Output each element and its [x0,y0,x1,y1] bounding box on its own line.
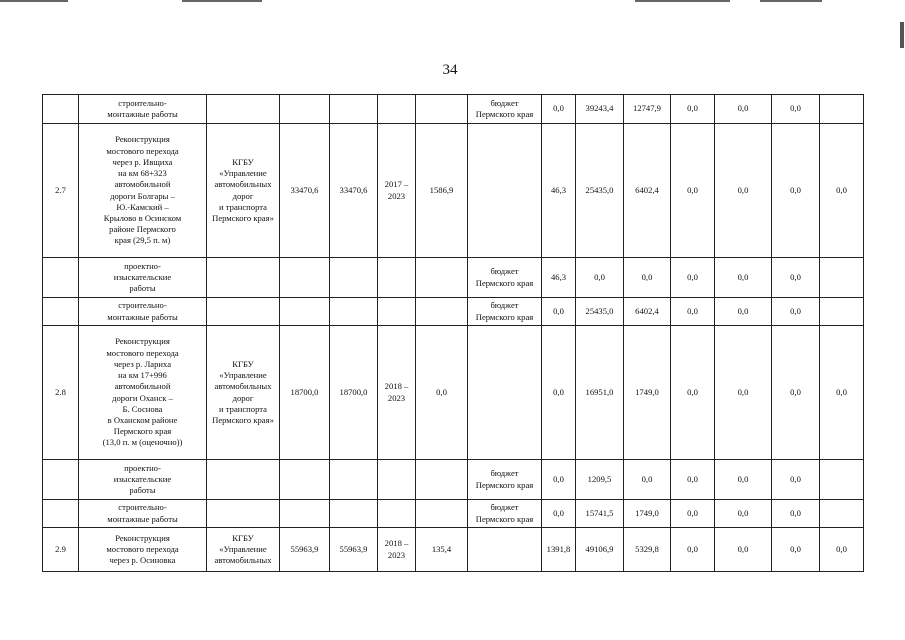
cell-value-4: 0,0 [671,124,715,258]
cell-value-6: 0,0 [772,500,820,528]
cell-value-1: 0,0 [542,460,576,500]
cell-value-5: 0,0 [715,95,772,124]
cell-value-1: 0,0 [542,298,576,326]
cell-value-5: 0,0 [715,124,772,258]
table-row-object [43,326,864,460]
cell-customer: КГБУ «Управление автомобильных дорог и транспорта Пермского края» [207,124,280,258]
cell-customer [207,298,280,326]
cell-number: 2.9 [43,528,79,572]
cell-name: строительно- монтажные работы [79,500,207,528]
cell-value-7 [820,500,864,528]
cell-value-6: 0,0 [772,460,820,500]
cell-total-cost [280,95,330,124]
cell-funding-source: бюджет Пермского края [468,258,542,298]
cell-value-7: 0,0 [820,326,864,460]
cell-total-cost: 55963,9 [280,528,330,572]
cell-value-1: 46,3 [542,124,576,258]
cell-value-3: 6402,4 [624,124,671,258]
table-row-subitem [43,298,864,326]
cell-value-1: 0,0 [542,95,576,124]
cell-value-1: 0,0 [542,500,576,528]
cell-value-4: 0,0 [671,95,715,124]
table-row-object [43,528,864,572]
cell-cost: 33470,6 [330,124,378,258]
table-row-subitem [43,258,864,298]
cell-value-4: 0,0 [671,500,715,528]
cell-total-cost: 33470,6 [280,124,330,258]
table-row-subitem [43,460,864,500]
cell-funding-source [468,528,542,572]
cell-value-5: 0,0 [715,528,772,572]
cell-value-5: 0,0 [715,460,772,500]
cell-value-3: 5329,8 [624,528,671,572]
cell-value-7: 0,0 [820,528,864,572]
cell-value-2: 0,0 [576,258,624,298]
cell-cost: 55963,9 [330,528,378,572]
table-row-object [43,124,864,258]
cell-value-4: 0,0 [671,298,715,326]
cell-value-6: 0,0 [772,258,820,298]
cell-customer: КГБУ «Управление автомобильных [207,528,280,572]
cell-customer [207,258,280,298]
cell-cost [330,460,378,500]
cell-capacity [416,95,468,124]
cell-value-4: 0,0 [671,460,715,500]
cell-value-6: 0,0 [772,95,820,124]
cell-value-2: 25435,0 [576,298,624,326]
cell-value-4: 0,0 [671,528,715,572]
cell-cost [330,95,378,124]
cell-capacity: 1586,9 [416,124,468,258]
cell-value-1: 1391,8 [542,528,576,572]
scan-artifact-line [182,0,262,2]
cell-value-2: 39243,4 [576,95,624,124]
budget-table [42,94,864,572]
cell-value-7 [820,460,864,500]
cell-period: 2018 – 2023 [378,326,416,460]
cell-customer: КГБУ «Управление автомобильных дорог и транспорта Пермского края» [207,326,280,460]
cell-customer [207,95,280,124]
cell-capacity: 135,4 [416,528,468,572]
cell-value-4: 0,0 [671,258,715,298]
cell-value-1: 0,0 [542,326,576,460]
cell-value-6: 0,0 [772,528,820,572]
cell-capacity [416,460,468,500]
cell-cost [330,298,378,326]
cell-value-2: 25435,0 [576,124,624,258]
cell-total-cost [280,298,330,326]
cell-value-5: 0,0 [715,258,772,298]
cell-value-7 [820,95,864,124]
cell-value-2: 16951,0 [576,326,624,460]
cell-funding-source [468,124,542,258]
cell-total-cost [280,258,330,298]
cell-period: 2018 – 2023 [378,528,416,572]
cell-number [43,460,79,500]
cell-period: 2017 – 2023 [378,124,416,258]
cell-capacity [416,500,468,528]
table-row-subitem [43,500,864,528]
cell-value-6: 0,0 [772,298,820,326]
cell-funding-source: бюджет Пермского края [468,298,542,326]
cell-value-5: 0,0 [715,298,772,326]
cell-value-6: 0,0 [772,326,820,460]
cell-value-7 [820,298,864,326]
cell-value-3: 1749,0 [624,500,671,528]
cell-period [378,500,416,528]
cell-name: проектно- изыскательские работы [79,258,207,298]
cell-total-cost [280,500,330,528]
cell-name: проектно- изыскательские работы [79,460,207,500]
cell-value-5: 0,0 [715,500,772,528]
cell-name: Реконструкция мостового перехода через р. Осиновка [79,528,207,572]
cell-cost: 18700,0 [330,326,378,460]
cell-value-3: 6402,4 [624,298,671,326]
cell-funding-source: бюджет Пермского края [468,500,542,528]
cell-value-2: 1209,5 [576,460,624,500]
table-body [43,95,864,572]
cell-value-7 [820,258,864,298]
cell-value-6: 0,0 [772,124,820,258]
cell-name: строительно- монтажные работы [79,298,207,326]
cell-funding-source: бюджет Пермского края [468,460,542,500]
cell-value-4: 0,0 [671,326,715,460]
cell-number: 2.8 [43,326,79,460]
cell-customer [207,460,280,500]
cell-value-3: 0,0 [624,460,671,500]
cell-total-cost [280,460,330,500]
cell-name: Реконструкция мостового перехода через р. Ивщиха на км 68+323 автомобильной дороги Болгары – Ю.-Камский – Крылово в Осинском районе Пермского края (29,5 п. м) [79,124,207,258]
cell-capacity: 0,0 [416,326,468,460]
cell-number: 2.7 [43,124,79,258]
cell-period [378,258,416,298]
cell-funding-source: бюджет Пермского края [468,95,542,124]
cell-number [43,298,79,326]
cell-capacity [416,258,468,298]
scan-artifact-line [760,0,822,2]
table-row-subitem [43,95,864,124]
cell-cost [330,500,378,528]
cell-value-7: 0,0 [820,124,864,258]
cell-capacity [416,298,468,326]
cell-name: Реконструкция мостового перехода через р. Лариха на км 17+996 автомобильной дороги Оханск – Б. Соснова в Оханском районе Пермского края (13,0 п. м (оценочно)) [79,326,207,460]
cell-value-2: 15741,5 [576,500,624,528]
cell-value-1: 46,3 [542,258,576,298]
cell-value-3: 0,0 [624,258,671,298]
cell-number [43,500,79,528]
cell-value-2: 49106,9 [576,528,624,572]
page-number: 34 [442,62,458,78]
cell-customer [207,500,280,528]
scan-artifact-line [635,0,730,2]
cell-value-3: 1749,0 [624,326,671,460]
cell-period [378,95,416,124]
cell-cost [330,258,378,298]
cell-number [43,95,79,124]
cell-total-cost: 18700,0 [280,326,330,460]
scan-artifact-edge [900,22,904,48]
cell-value-3: 12747,9 [624,95,671,124]
cell-value-5: 0,0 [715,326,772,460]
scan-artifact-line [0,0,68,2]
cell-name: строительно- монтажные работы [79,95,207,124]
cell-funding-source [468,326,542,460]
cell-period [378,298,416,326]
cell-period [378,460,416,500]
cell-number [43,258,79,298]
